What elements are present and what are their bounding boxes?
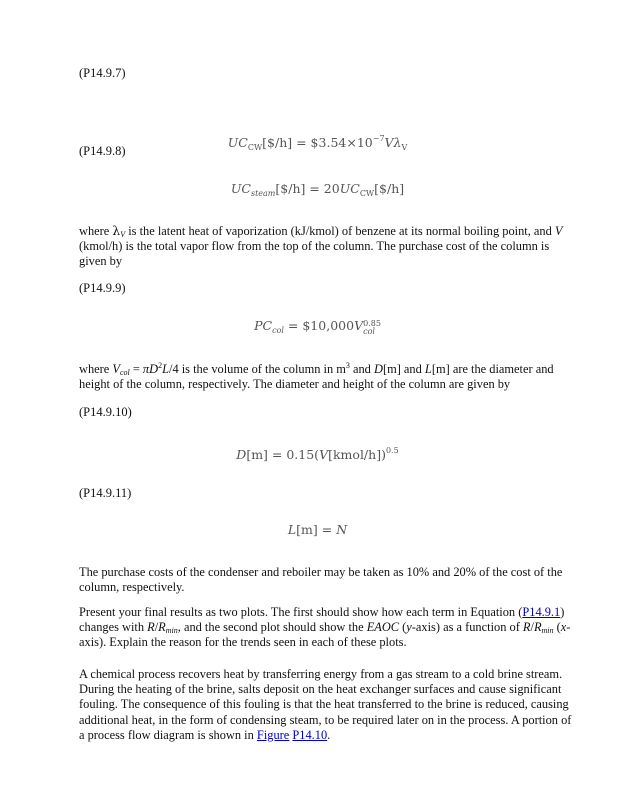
- paragraph-final-results: Present your final results as two plots. The first should show how each term in Equation (P14.9.1) changes with $R/R_{min}$, and the second plot should show the EAOC (y-axis) as a function of $R/R_{min}$ (x-axis). Explain the reason for the trends seen in each of these plots.: [79, 605, 571, 650]
- equation-p14-9-7: $UC_{CW}[\$/h]$ = $\$3.54\times 10^{-7}V\lambda_V$: [227, 134, 408, 152]
- paragraph-column-volume: where $V_{col} = \pi D^2L/4$ is the volume of the column in $m^3$ and D[m] and L[m] are the diameter and height of the column, respectively. The diameter and height of the column are given by: [79, 361, 554, 392]
- equation-p14-9-11: L[m] = N: [287, 522, 348, 537]
- figure-link-p14-10[interactable]: P14.10: [292, 727, 328, 742]
- equation-label-p14-9-11: (P14.9.11): [79, 486, 132, 500]
- equation-link-p14-9-1[interactable]: P14.9.1: [522, 605, 561, 619]
- equation-label-p14-9-9: (P14.9.9): [79, 281, 126, 295]
- equation-p14-9-8: $UC_{steam}[\$/h]$ = $20UC_{CW}[\$/h]$: [230, 181, 405, 198]
- equation-p14-9-9: $PC_{col}$ = $10,000V 0.85 col: [254, 318, 381, 336]
- equation-p14-9-10: D[m] = 0.15(V[kmol/h])$^{0.5}$: [236, 446, 399, 462]
- paragraph-purchase-costs: The purchase costs of the condenser and reboiler may be taken as 10% and 20% of the cost of the column, respectively.: [79, 565, 563, 595]
- equation-label-p14-9-8: (P14.9.8): [79, 144, 126, 158]
- paragraph-latent-heat: where $\lambda_V$ is the latent heat of vaporization (kJ/kmol) of benzene at its normal boiling point, and V (kmol/h) is the total vapor flow from the top of the column. The purchase cost of the column is given by: [79, 223, 563, 269]
- figure-link[interactable]: Figure: [256, 727, 290, 742]
- equation-label-p14-9-7: (P14.9.7): [79, 66, 126, 80]
- equation-label-p14-9-10: (P14.9.10): [79, 405, 132, 419]
- paragraph-heat-recovery: A chemical process recovers heat by transferring energy from a gas stream to a cold brine stream. During the heating of the brine, salts deposit on the heat exchanger surfaces and cause significant fouling. The consequence of this fouling is that the heat transferred to the brine is reduced, causing additional heat, in the form of condensing steam, to be required later on in the process. A portion of a process flow diagram is shown in Figure P14.10.: [79, 667, 572, 742]
